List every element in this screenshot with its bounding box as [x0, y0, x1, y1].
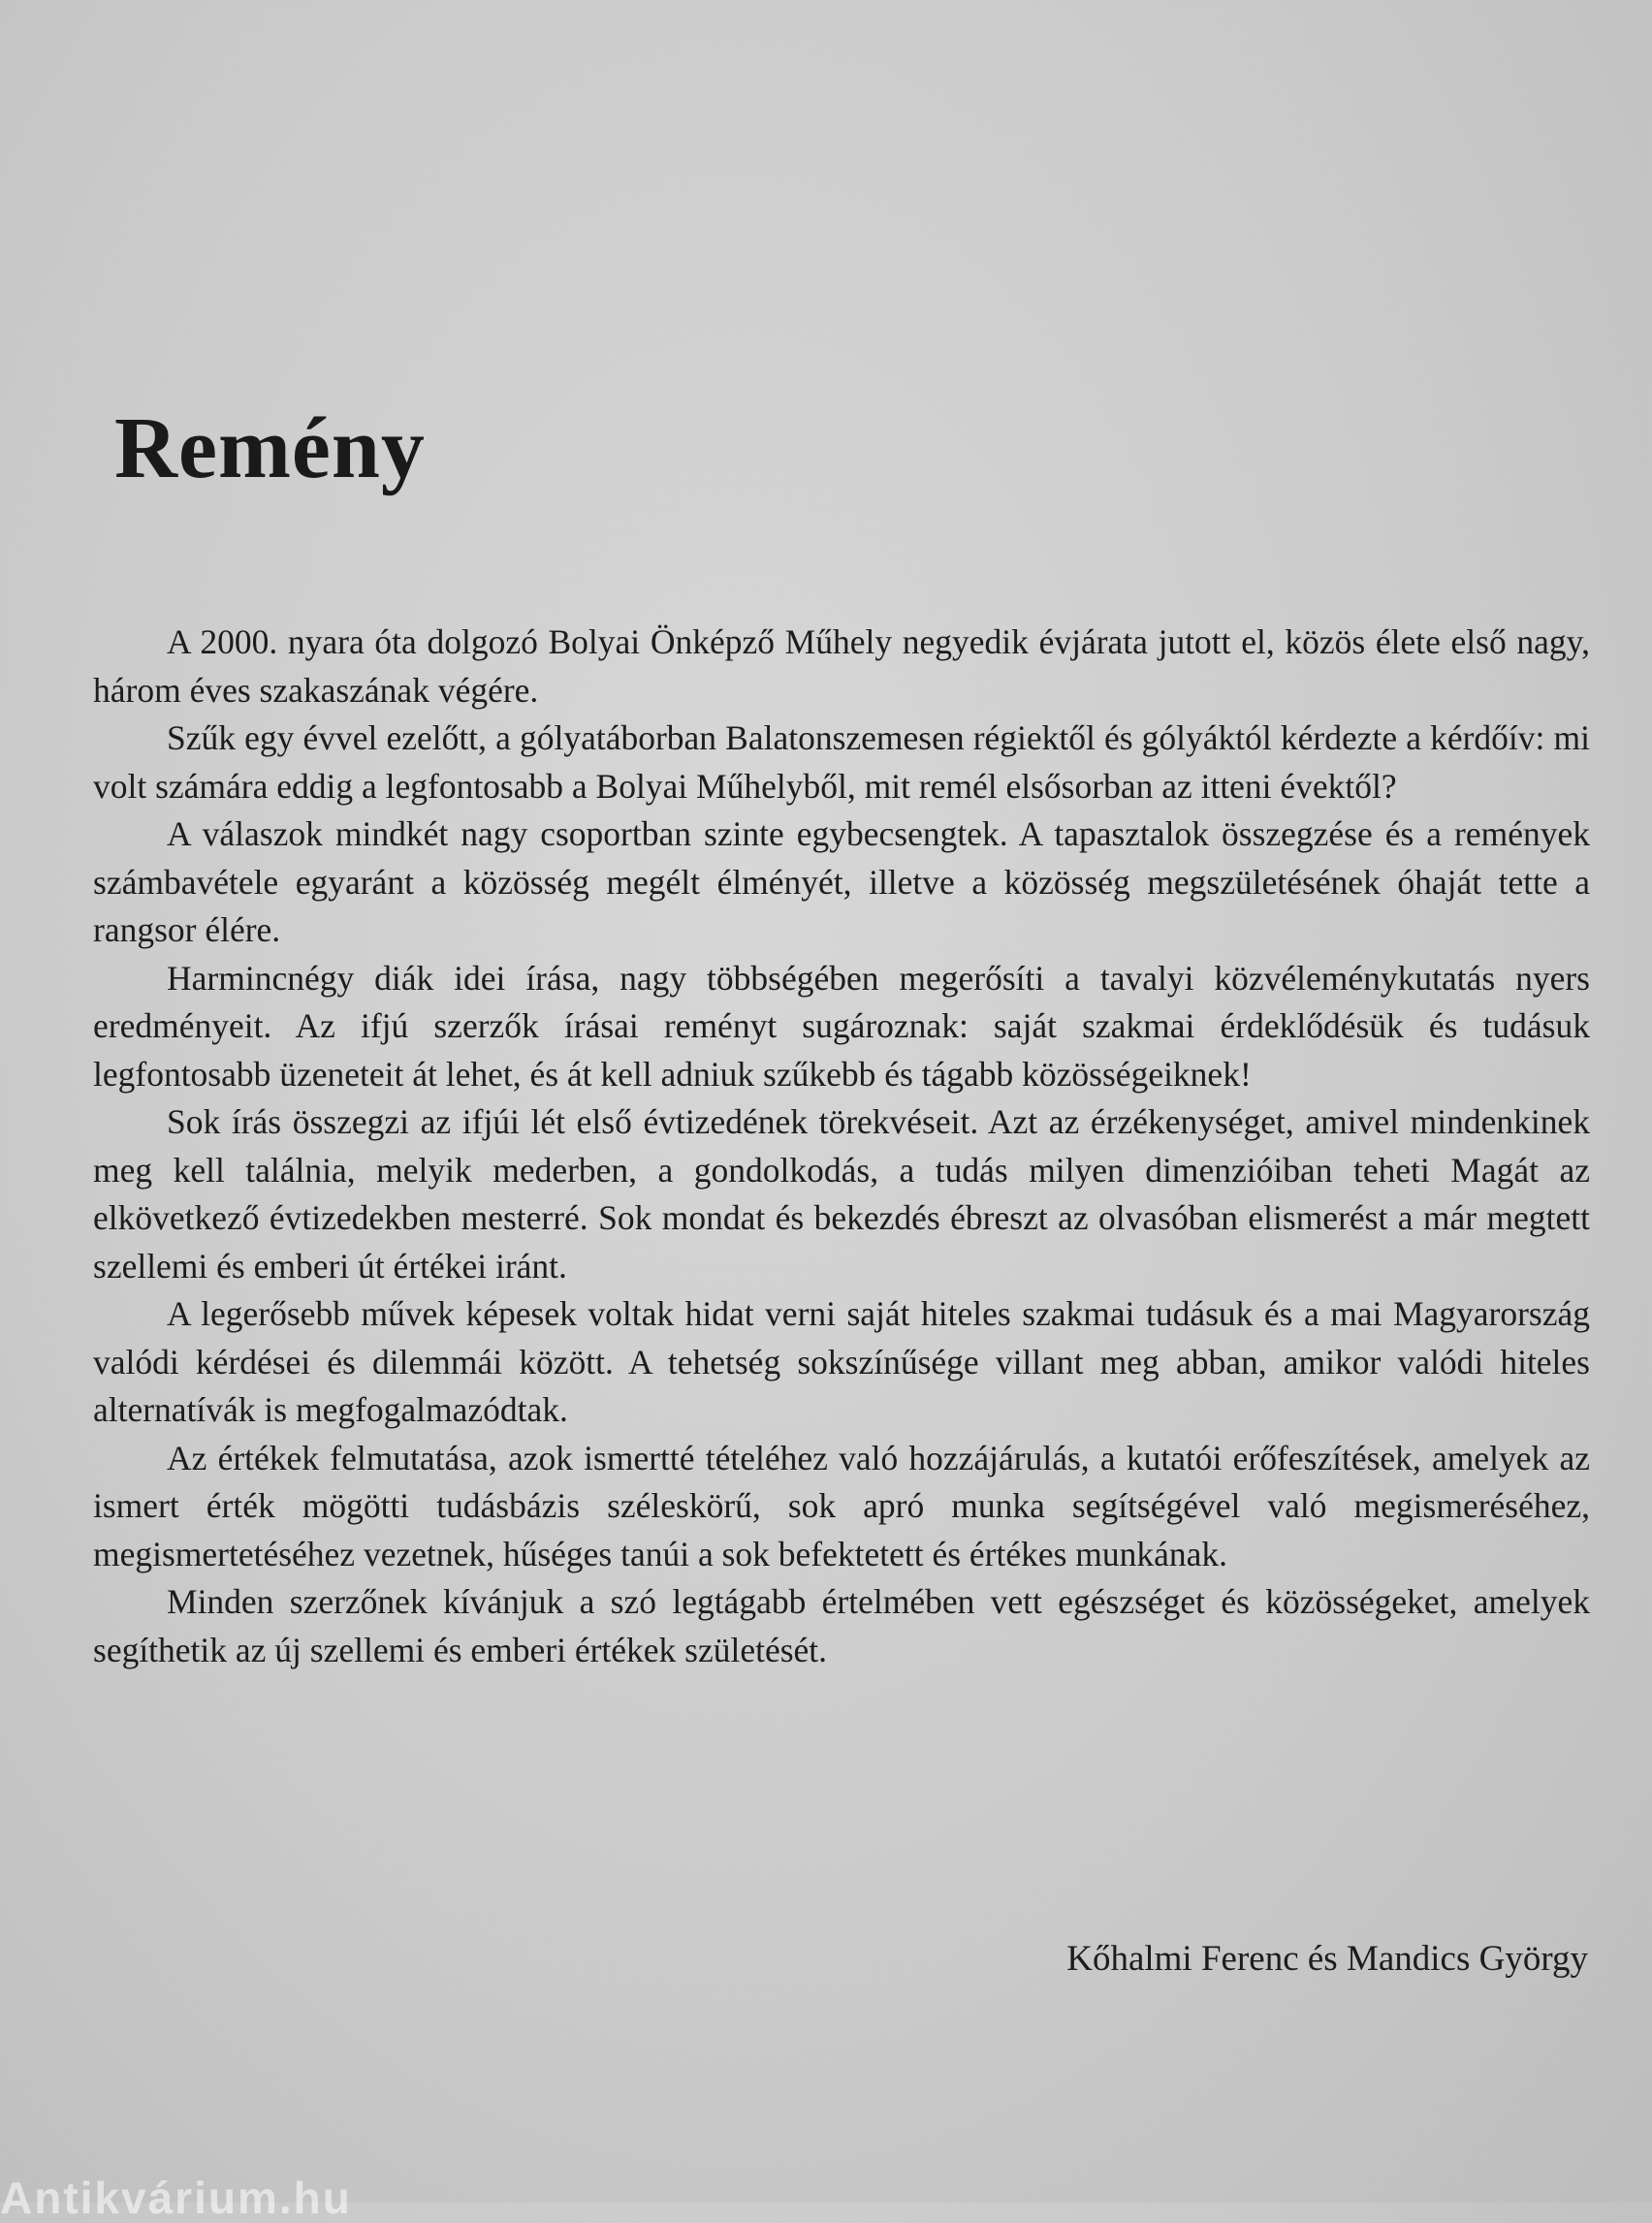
watermark: Antikvárium.hu [0, 2173, 352, 2223]
paragraph-7: Az értékek felmutatása, azok ismertté tételéhez való hozzájárulás, a kutatói erőfeszítések, amelyek az ismert érték mögötti tudásbázis széleskörű, sok apró munka segítségével való megismeréséhez, megismertetéséhez vezetnek, hűséges tanúi a sok befektetett és értékes munkának. [93, 1438, 1590, 1573]
paragraph-1: A 2000. nyara óta dolgozó Bolyai Önképző Műhely negyedik évjárata jutott el, közös élete első nagy, három éves szakaszának végére. [93, 622, 1590, 710]
paragraph-6: A legerősebb művek képesek voltak hidat verni saját hiteles szakmai tudásuk és a mai Magyarország valódi kérdései és dilemmái között. A tehetség sokszínűsége villant meg abban, amikor valódi hiteles alternatívák is megfogalmazódtak. [93, 1294, 1590, 1429]
signature: Kőhalmi Ferenc és Mandics György [1066, 1939, 1588, 1979]
paragraph-3: A válaszok mindkét nagy csoportban szinte egybecsengtek. A tapasztalok összegzése és a remények számbavétele egyaránt a közösség megélt élményét, illetve a közösség megszületésének óhaját tette a rangsor élére. [93, 814, 1590, 949]
paragraph-8: Minden szerzőnek kívánjuk a szó legtágabb értelmében vett egészséget és közösségeket, amelyek segíthetik az új szellemi és emberi értékek születését. [93, 1582, 1590, 1669]
paragraph-5: Sok írás összegzi az ifjúi lét első évtizedének törekvéseit. Azt az érzékenységet, amivel mindenkinek meg kell találnia, melyik mederben, a gondolkodás, a tudás milyen dimenzióiban teheti Magát az elkövetkező évtizedekben mesterré. Sok mondat és bekezdés ébreszt az olvasóban elismerést a már megtett szellemi és emberi út értékei iránt. [93, 1102, 1590, 1286]
body-text [93, 619, 1590, 1674]
paragraph-4: Harmincnégy diák idei írása, nagy többségében megerősíti a tavalyi közvéleménykutatás nyers eredményeit. Az ifjú szerzők írásai reményt sugároznak: saját szakmai érdeklődésük és tudásuk legfontosabb üzeneteit át lehet, és át kell adniuk szűkebb és tágabb közösségeiknek! [93, 958, 1590, 1094]
paragraph-2: Szűk egy évvel ezelőtt, a gólyatáborban Balatonszemesen régiektől és gólyáktól kérdezte a kérdőív: mi volt számára eddig a legfontosabb a Bolyai Műhelyből, mit remél elsősorban az itteni évektől? [93, 718, 1590, 806]
page-title: Remény [114, 400, 426, 496]
